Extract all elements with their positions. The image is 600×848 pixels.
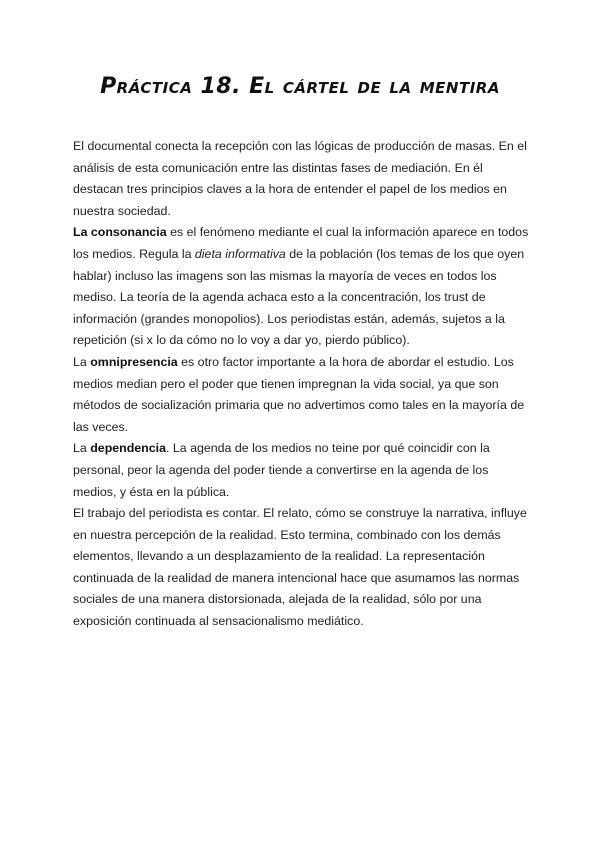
consonancia-text-b: de la población (los temas de los que oyen hablar) incluso las imagens son las mismas la mayoría de veces en todos los mediso. La teoría de la agenda achaca esto a la concentración, los trust de información (grandes monopolios). Los periodistas están, además, sujetos a la repetición (si x lo da cómo no lo voy a dar yo, pierdo público).: [73, 246, 525, 348]
paragraph-dependencia: [73, 438, 533, 503]
omnipresencia-text: es otro factor importante a la hora de abordar el estudio. Los medios median pero el poder que tienen impregnan la vida social, ya que son métodos de socialización primaria que no advertimos como tales en la mayoría de las veces.: [73, 354, 525, 434]
paragraph-consonancia: [73, 222, 533, 352]
paragraph-conclusion: El trabajo del periodista es contar. El relato, cómo se construye la narrativa, influye en nuestra percepción de la realidad. Esto termina, combinado con los demás elementos, llevando a un desplazamiento de la realidad. La representación continuada de la realidad de manera intencional hace que asumamos las normas sociales de una manera distorsionada, alejada de la realidad, sólo por una exposición continuada al sensacionalismo mediático.: [73, 506, 527, 629]
term-omnipresencia: omnipresencia: [90, 354, 178, 369]
page-title: Práctica 18. El cártel de la mentira: [100, 74, 500, 99]
paragraph-intro: El documental conecta la recepción con las lógicas de producción de masas. En el análisis de esta comunicación entre las distintas fases de mediación. En él destacan tres principios claves a la hora de entender el papel de los medios en nuestra sociedad.: [73, 139, 527, 218]
dependencia-text: . La agenda de los medios no teine por qué coincidir con la personal, peor la agenda del poder tiende a convertirse en la agenda de los medios, y ésta en la pública.: [73, 441, 490, 499]
omnipresencia-prefix: La: [73, 354, 91, 369]
document-body: [73, 136, 533, 633]
paragraph-omnipresencia: [73, 352, 533, 438]
consonancia-text-a: es el fenómeno mediante el cual la información aparece en todos los medios. Regula la: [73, 225, 529, 261]
italic-dieta-informativa: dieta informativa: [194, 246, 286, 261]
term-dependencia: dependencia: [90, 441, 166, 456]
dependencia-prefix: La: [73, 441, 91, 456]
term-consonancia: La consonancia: [73, 225, 167, 240]
